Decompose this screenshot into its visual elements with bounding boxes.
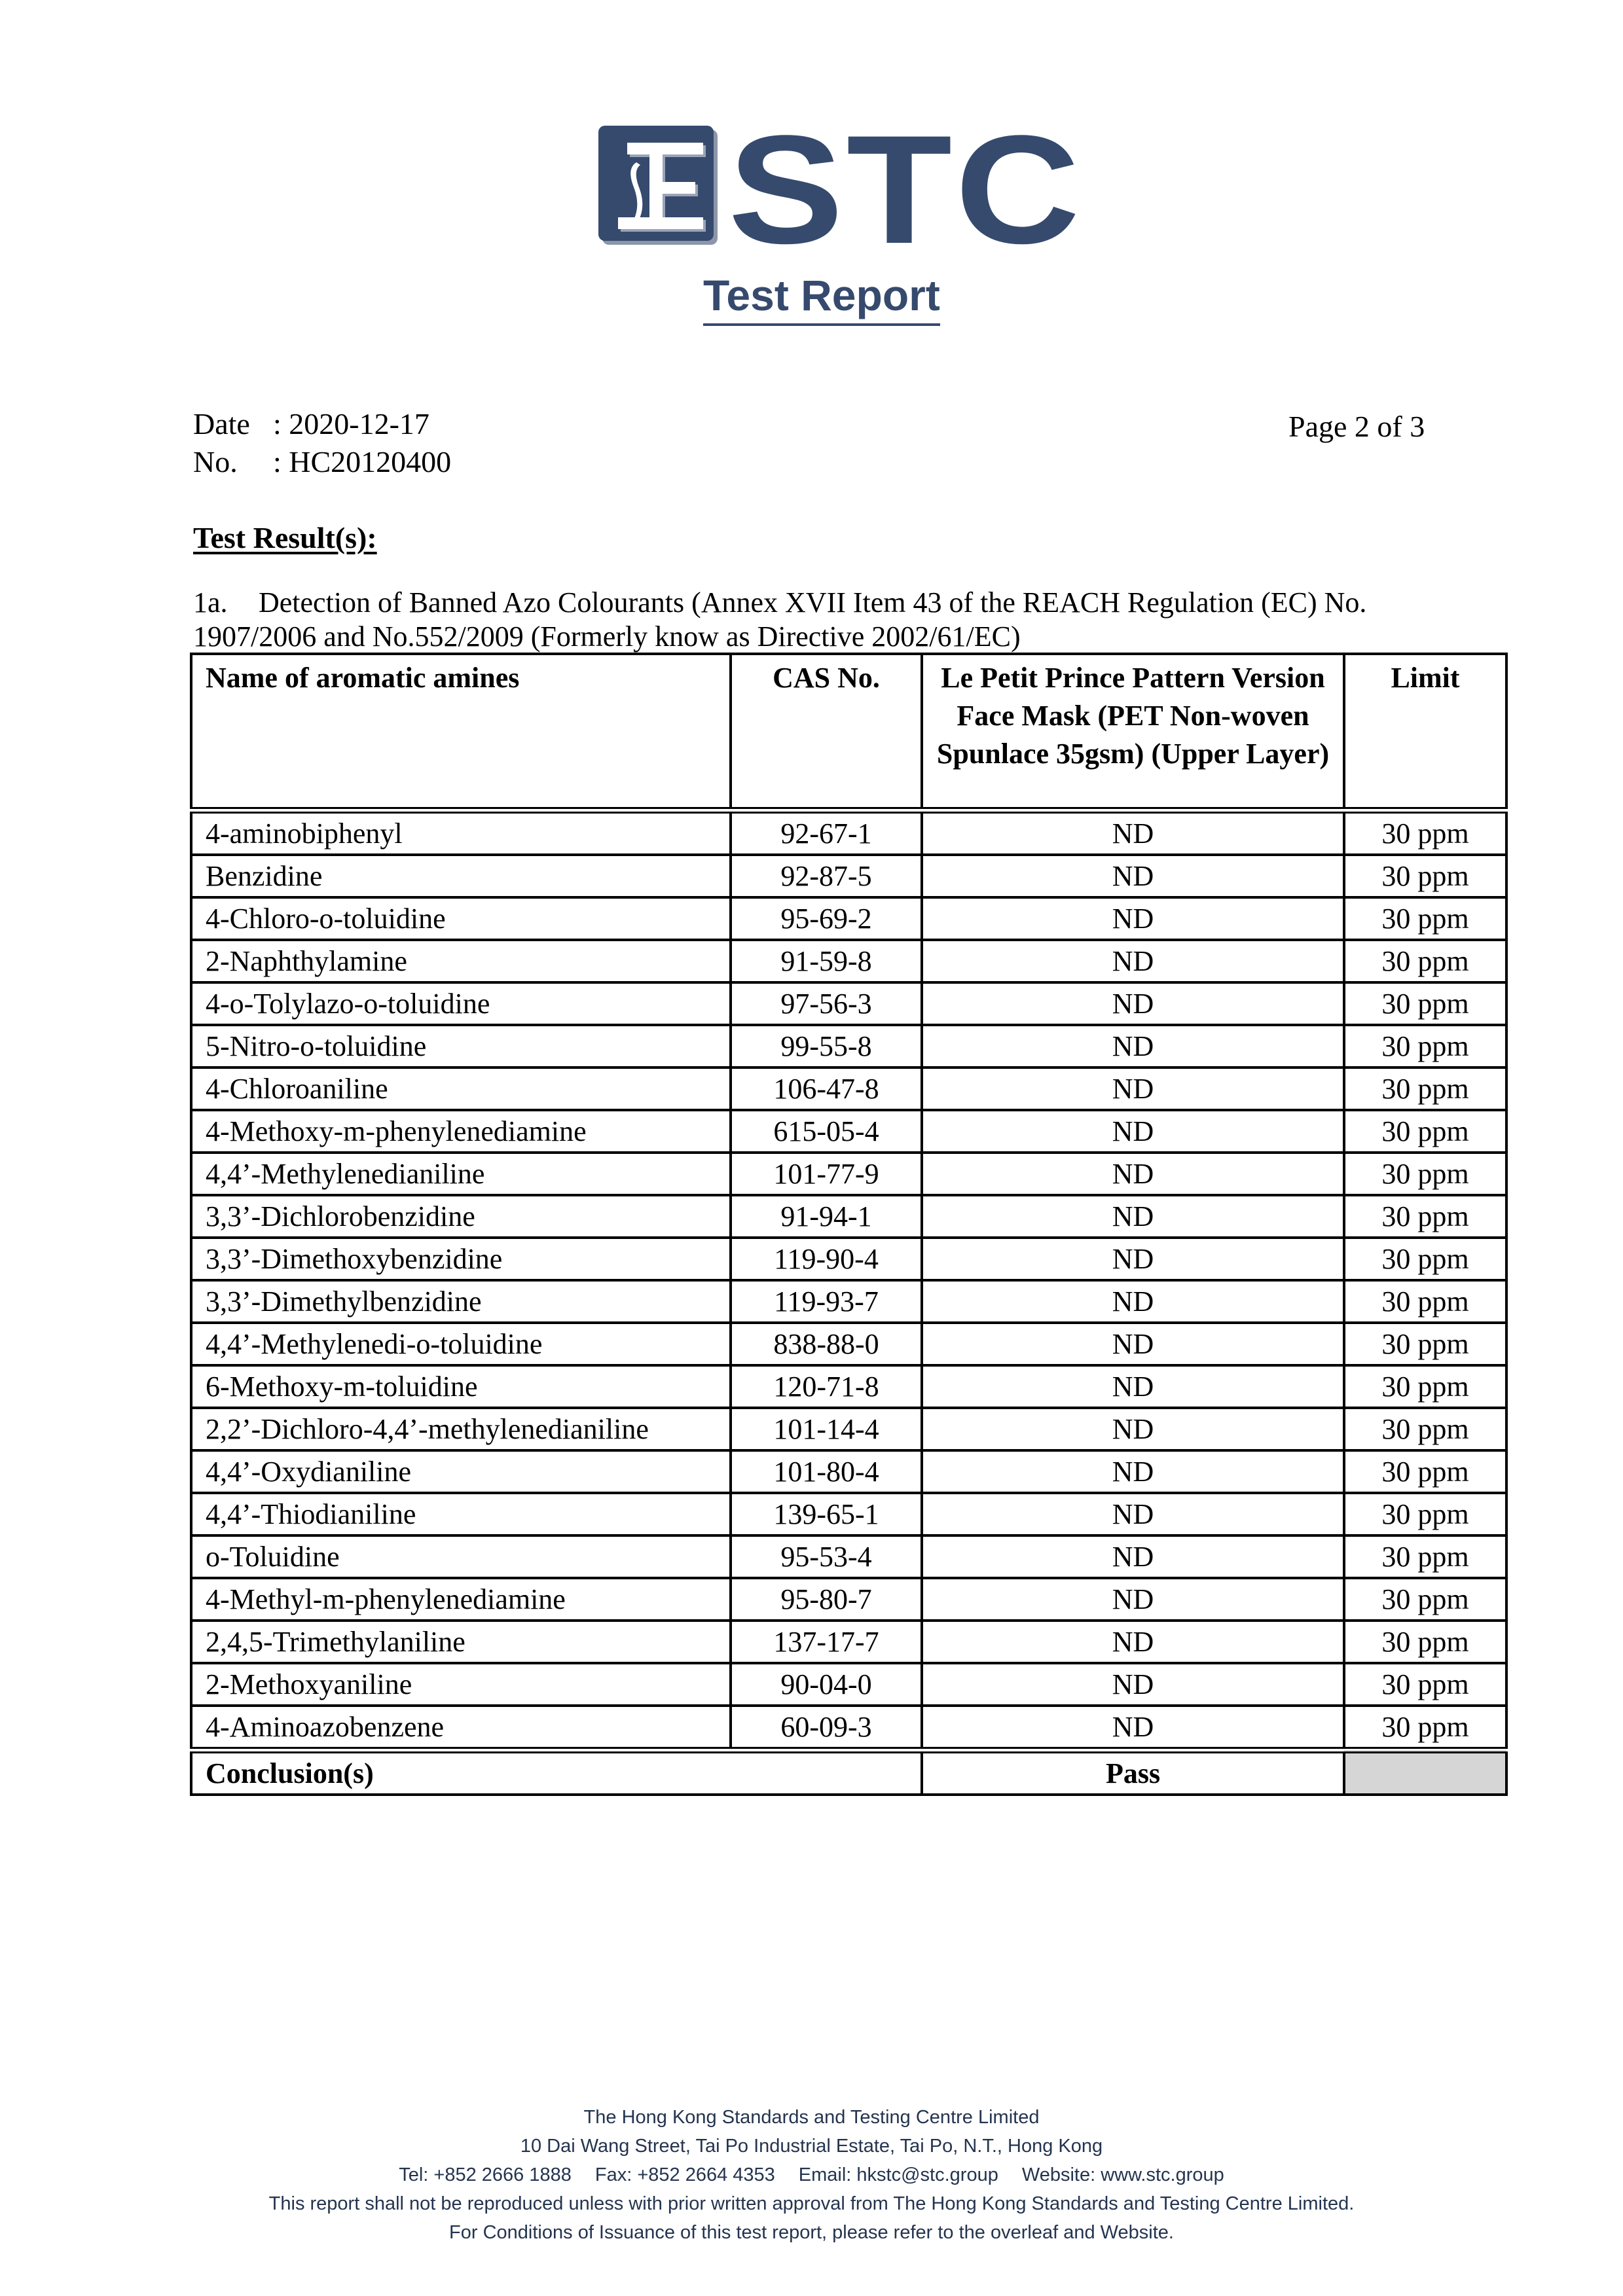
page-footer bbox=[0, 2103, 1623, 2247]
table-row bbox=[191, 982, 1506, 1025]
table-header-row bbox=[191, 654, 1506, 810]
result-value: ND bbox=[922, 1663, 1344, 1706]
table-body bbox=[191, 810, 1506, 1795]
table-row bbox=[191, 810, 1506, 855]
result-value: ND bbox=[922, 1110, 1344, 1153]
amine-name: 4,4’-Methylenedi-o-toluidine bbox=[191, 1323, 731, 1365]
footer-company: The Hong Kong Standards and Testing Centre Limited bbox=[583, 2107, 1040, 2128]
footer-email: Email: hkstc@stc.group bbox=[798, 2164, 998, 2185]
table-row bbox=[191, 1323, 1506, 1365]
limit-value: 30 ppm bbox=[1344, 1110, 1506, 1153]
limit-value: 30 ppm bbox=[1344, 1578, 1506, 1621]
report-type-title: Test Report bbox=[703, 274, 940, 326]
footer-conditions: For Conditions of Issuance of this test report, please refer to the overleaf and Website. bbox=[449, 2222, 1174, 2243]
limit-value: 30 ppm bbox=[1344, 1025, 1506, 1067]
report-number-label: No. bbox=[193, 445, 238, 478]
cas-number: 101-14-4 bbox=[731, 1408, 922, 1450]
amine-name: 3,3’-Dimethoxybenzidine bbox=[191, 1238, 731, 1280]
amine-name: 2-Naphthylamine bbox=[191, 940, 731, 982]
cas-number: 90-04-0 bbox=[731, 1663, 922, 1706]
amine-name: 4-o-Tolylazo-o-toluidine bbox=[191, 982, 731, 1025]
cas-number: 95-53-4 bbox=[731, 1535, 922, 1578]
table-row bbox=[191, 940, 1506, 982]
amine-name: o-Toluidine bbox=[191, 1535, 731, 1578]
cas-number: 95-80-7 bbox=[731, 1578, 922, 1621]
limit-value: 30 ppm bbox=[1344, 810, 1506, 855]
page-indicator: Page 2 of 3 bbox=[1288, 410, 1425, 443]
amine-name: 4-Aminoazobenzene bbox=[191, 1706, 731, 1750]
table-row bbox=[191, 1493, 1506, 1535]
conclusion-blank-cell bbox=[1344, 1750, 1506, 1795]
amine-name: 2,4,5-Trimethylaniline bbox=[191, 1621, 731, 1663]
table-row bbox=[191, 1365, 1506, 1408]
cas-number: 119-90-4 bbox=[731, 1238, 922, 1280]
table-row bbox=[191, 855, 1506, 897]
report-number-value: : HC20120400 bbox=[273, 445, 452, 478]
cas-number: 91-94-1 bbox=[731, 1195, 922, 1238]
limit-value: 30 ppm bbox=[1344, 1238, 1506, 1280]
date-value: : 2020-12-17 bbox=[273, 407, 429, 440]
amine-name: 2-Methoxyaniline bbox=[191, 1663, 731, 1706]
limit-value: 30 ppm bbox=[1344, 1450, 1506, 1493]
table-row bbox=[191, 1025, 1506, 1067]
result-value: ND bbox=[922, 897, 1344, 940]
result-value: ND bbox=[922, 1535, 1344, 1578]
header-sample-result: Le Petit Prince Pattern Version Face Mask (PET Non-woven Spunlace 35gsm) (Upper Layer) bbox=[922, 654, 1344, 810]
limit-value: 30 ppm bbox=[1344, 1280, 1506, 1323]
cas-number: 838-88-0 bbox=[731, 1323, 922, 1365]
table-row bbox=[191, 1578, 1506, 1621]
limit-value: 30 ppm bbox=[1344, 1067, 1506, 1110]
result-value: ND bbox=[922, 1706, 1344, 1750]
amine-name: 4-Chloroaniline bbox=[191, 1067, 731, 1110]
table-row bbox=[191, 897, 1506, 940]
table-row bbox=[191, 1450, 1506, 1493]
header-cas-number: CAS No. bbox=[731, 654, 922, 810]
limit-value: 30 ppm bbox=[1344, 1706, 1506, 1750]
amine-name: 3,3’-Dichlorobenzidine bbox=[191, 1195, 731, 1238]
amine-name: 2,2’-Dichloro-4,4’-methylenedianiline bbox=[191, 1408, 731, 1450]
test-number: 1a. bbox=[193, 586, 228, 619]
limit-value: 30 ppm bbox=[1344, 982, 1506, 1025]
table-row bbox=[191, 1195, 1506, 1238]
amine-name: 6-Methoxy-m-toluidine bbox=[191, 1365, 731, 1408]
limit-value: 30 ppm bbox=[1344, 940, 1506, 982]
result-value: ND bbox=[922, 1365, 1344, 1408]
conclusion-result: Pass bbox=[922, 1750, 1344, 1795]
amine-name: 4,4’-Thiodianiline bbox=[191, 1493, 731, 1535]
logo-wordmark: STC bbox=[728, 103, 1084, 276]
stc-logo bbox=[597, 103, 1084, 327]
result-value: ND bbox=[922, 1323, 1344, 1365]
footer-tel: Tel: +852 2666 1888 bbox=[399, 2164, 572, 2185]
amine-name: 5-Nitro-o-toluidine bbox=[191, 1025, 731, 1067]
amine-name: 4-aminobiphenyl bbox=[191, 810, 731, 855]
header-limit: Limit bbox=[1344, 654, 1506, 810]
table-row bbox=[191, 1280, 1506, 1323]
result-value: ND bbox=[922, 982, 1344, 1025]
result-value: ND bbox=[922, 1408, 1344, 1450]
results-table bbox=[190, 653, 1508, 1796]
result-value: ND bbox=[922, 1280, 1344, 1323]
amine-name: 4-Methyl-m-phenylenediamine bbox=[191, 1578, 731, 1621]
footer-notice: This report shall not be reproduced unless with prior written approval from The Hong Kong Standards and Testing Centre Limited. bbox=[268, 2193, 1355, 2214]
limit-value: 30 ppm bbox=[1344, 855, 1506, 897]
limit-value: 30 ppm bbox=[1344, 1408, 1506, 1450]
cas-number: 92-87-5 bbox=[731, 855, 922, 897]
date-row bbox=[193, 409, 429, 439]
footer-contact bbox=[0, 2161, 1623, 2189]
table-row bbox=[191, 1238, 1506, 1280]
stc-emblem-icon bbox=[597, 124, 720, 247]
result-value: ND bbox=[922, 1578, 1344, 1621]
result-value: ND bbox=[922, 1493, 1344, 1535]
footer-address: 10 Dai Wang Street, Tai Po Industrial Estate, Tai Po, N.T., Hong Kong bbox=[520, 2136, 1103, 2157]
cas-number: 119-93-7 bbox=[731, 1280, 922, 1323]
result-value: ND bbox=[922, 855, 1344, 897]
amine-name: 4,4’-Methylenedianiline bbox=[191, 1153, 731, 1195]
limit-value: 30 ppm bbox=[1344, 1323, 1506, 1365]
result-value: ND bbox=[922, 810, 1344, 855]
cas-number: 101-77-9 bbox=[731, 1153, 922, 1195]
cas-number: 139-65-1 bbox=[731, 1493, 922, 1535]
footer-website: Website: www.stc.group bbox=[1021, 2164, 1224, 2185]
cas-number: 95-69-2 bbox=[731, 897, 922, 940]
amine-name: 3,3’-Dimethylbenzidine bbox=[191, 1280, 731, 1323]
result-value: ND bbox=[922, 1067, 1344, 1110]
conclusion-label: Conclusion(s) bbox=[191, 1750, 922, 1795]
result-value: ND bbox=[922, 1025, 1344, 1067]
test-description: Detection of Banned Azo Colourants (Annex XVII Item 43 of the REACH Regulation (EC) No. 1907/2006 and No.552/2009 (Formerly know as Directive 2002/61/EC) bbox=[193, 586, 1367, 653]
table-row bbox=[191, 1110, 1506, 1153]
limit-value: 30 ppm bbox=[1344, 1153, 1506, 1195]
amine-name: Benzidine bbox=[191, 855, 731, 897]
report-number-row bbox=[193, 447, 451, 477]
date-label: Date bbox=[193, 407, 250, 440]
cas-number: 101-80-4 bbox=[731, 1450, 922, 1493]
amine-name: 4-Chloro-o-toluidine bbox=[191, 897, 731, 940]
result-value: ND bbox=[922, 1450, 1344, 1493]
limit-value: 30 ppm bbox=[1344, 1493, 1506, 1535]
table-row bbox=[191, 1408, 1506, 1450]
result-value: ND bbox=[922, 1238, 1344, 1280]
conclusion-row bbox=[191, 1750, 1506, 1795]
cas-number: 91-59-8 bbox=[731, 940, 922, 982]
result-value: ND bbox=[922, 1621, 1344, 1663]
result-value: ND bbox=[922, 940, 1344, 982]
limit-value: 30 ppm bbox=[1344, 1535, 1506, 1578]
limit-value: 30 ppm bbox=[1344, 1365, 1506, 1408]
table-row bbox=[191, 1621, 1506, 1663]
section-heading: Test Result(s): bbox=[193, 521, 377, 554]
cas-number: 92-67-1 bbox=[731, 810, 922, 855]
table-row bbox=[191, 1153, 1506, 1195]
header-amine-name: Name of aromatic amines bbox=[191, 654, 731, 810]
test-title bbox=[193, 586, 1476, 654]
footer-fax: Fax: +852 2664 4353 bbox=[594, 2164, 775, 2185]
limit-value: 30 ppm bbox=[1344, 1663, 1506, 1706]
limit-value: 30 ppm bbox=[1344, 1195, 1506, 1238]
limit-value: 30 ppm bbox=[1344, 1621, 1506, 1663]
table-row bbox=[191, 1535, 1506, 1578]
cas-number: 106-47-8 bbox=[731, 1067, 922, 1110]
cas-number: 615-05-4 bbox=[731, 1110, 922, 1153]
table-row bbox=[191, 1706, 1506, 1750]
cas-number: 99-55-8 bbox=[731, 1025, 922, 1067]
result-value: ND bbox=[922, 1195, 1344, 1238]
cas-number: 137-17-7 bbox=[731, 1621, 922, 1663]
table-row bbox=[191, 1067, 1506, 1110]
limit-value: 30 ppm bbox=[1344, 897, 1506, 940]
amine-name: 4,4’-Oxydianiline bbox=[191, 1450, 731, 1493]
cas-number: 60-09-3 bbox=[731, 1706, 922, 1750]
result-value: ND bbox=[922, 1153, 1344, 1195]
cas-number: 97-56-3 bbox=[731, 982, 922, 1025]
cas-number: 120-71-8 bbox=[731, 1365, 922, 1408]
amine-name: 4-Methoxy-m-phenylenediamine bbox=[191, 1110, 731, 1153]
table-row bbox=[191, 1663, 1506, 1706]
